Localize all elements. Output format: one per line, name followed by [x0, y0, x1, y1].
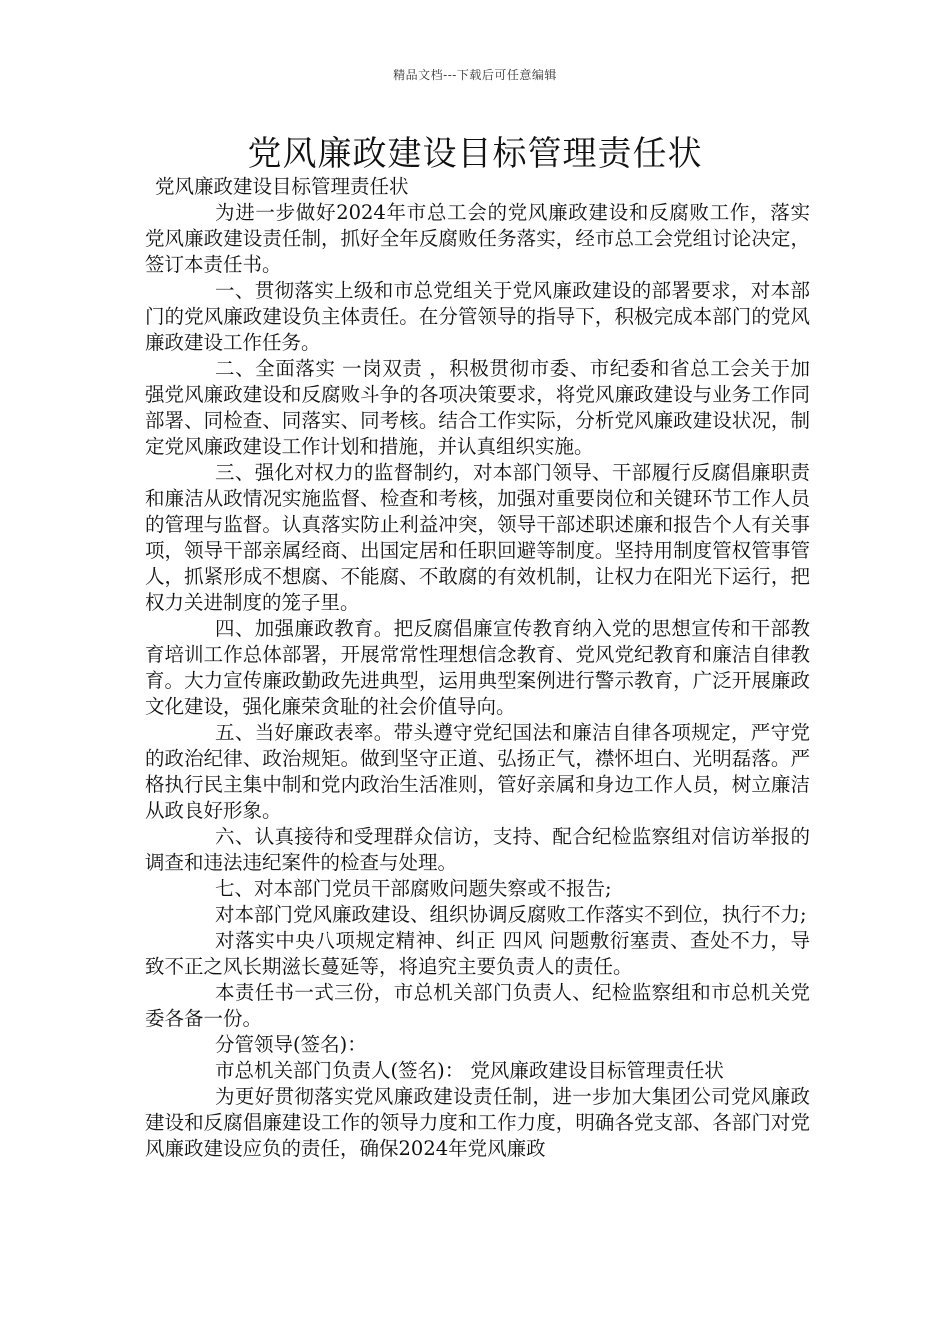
paragraph-liability-1: 对本部门党风廉政建设、组织协调反腐败工作落实不到位，执行不力;: [215, 903, 807, 926]
document-title: 党风廉政建设目标管理责任状: [247, 134, 703, 174]
page-header: 精品文档---下载后可任意编辑: [393, 68, 557, 82]
paragraph-item-6: 六、认真接待和受理群众信访，支持、配合纪检监察组对信访举报的调查和违法违纪案件的检查与处理。: [145, 825, 810, 874]
paragraph-item-2: 二、全面落实 一岗双责 ，积极贯彻市委、市纪委和省总工会关于加强党风廉政建设和反腐败斗争的各项决策要求，将党风廉政建设与业务工作同部署、同检查、同落实、同考核。结合工作实际，分析党风廉政建设状况，制定党风廉政建设工作计划和措施，并认真组织实施。: [145, 357, 810, 458]
paragraph-liability-2: 对落实中央八项规定精神、纠正 四风 问题敷衍塞责、查处不力，导致不正之风长期滋长蔓延等，将追究主要负责人的责任。: [145, 929, 810, 978]
paragraph-item-5: 五、当好廉政表率。带头遵守党纪国法和廉洁自律各项规定，严守党的政治纪律、政治规矩。做到坚守正道、弘扬正气，襟怀坦白、光明磊落。严格执行民主集中制和党内政治生活准则，管好亲属和身边工作人员，树立廉洁从政良好形象。: [145, 721, 810, 822]
document-subtitle: 党风廉政建设目标管理责任状: [155, 175, 409, 198]
document-body: [145, 174, 810, 1162]
signature-department-head: 市总机关部门负责人(签名)： 党风廉政建设目标管理责任状: [215, 1059, 724, 1082]
paragraph-second-document: 为更好贯彻落实党风廉政建设责任制，进一步加大集团公司党风廉政建设和反腐倡廉建设工作的领导力度和工作力度，明确各党支部、各部门对党风廉政建设应负的责任，确保2024年党风廉政: [145, 1085, 810, 1160]
paragraph-intro: 为进一步做好2024年市总工会的党风廉政建设和反腐败工作，落实党风廉政建设责任制，抓好全年反腐败任务落实，经市总工会党组讨论决定，签订本责任书。: [145, 201, 810, 276]
paragraph-copies: 本责任书一式三份，市总机关部门负责人、纪检监察组和市总机关党委各备一份。: [145, 981, 810, 1030]
paragraph-item-7: 七、对本部门党员干部腐败问题失察或不报告;: [215, 877, 612, 900]
paragraph-item-1: 一、贯彻落实上级和市总党组关于党风廉政建设的部署要求，对本部门的党风廉政建设负主体责任。在分管领导的指导下，积极完成本部门的党风廉政建设工作任务。: [145, 279, 810, 354]
paragraph-item-3: 三、强化对权力的监督制约，对本部门领导、干部履行反腐倡廉职责和廉洁从政情况实施监督、检查和考核，加强对重要岗位和关键环节工作人员的管理与监督。认真落实防止利益冲突，领导干部述职述廉和报告个人有关事项，领导干部亲属经商、出国定居和任职回避等制度。坚持用制度管权管事管人，抓紧形成不想腐、不能腐、不敢腐的有效机制，让权力在阳光下运行，把权力关进制度的笼子里。: [145, 461, 810, 614]
paragraph-item-4: 四、加强廉政教育。把反腐倡廉宣传教育纳入党的思想宣传和干部教育培训工作总体部署，开展常常性理想信念教育、党风党纪教育和廉洁自律教育。大力宣传廉政勤政先进典型，运用典型案例进行警示教育，广泛开展廉政文化建设，强化廉荣贪耻的社会价值导向。: [145, 617, 810, 718]
signature-leader: 分管领导(签名)：: [215, 1033, 367, 1056]
